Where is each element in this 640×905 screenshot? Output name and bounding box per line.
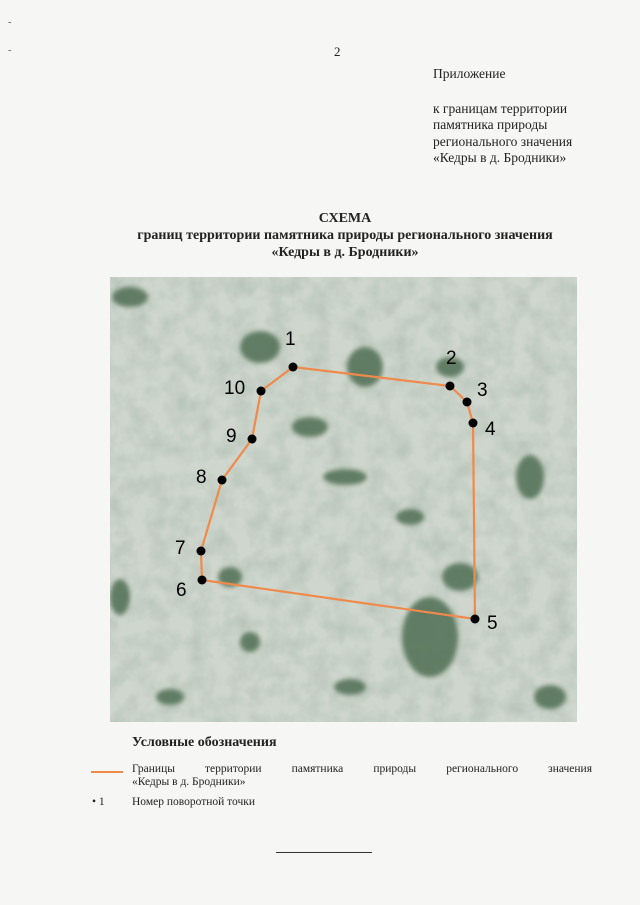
turning-point-9 (248, 435, 257, 444)
aerial-map (110, 277, 577, 722)
turning-point-2 (446, 382, 455, 391)
boundary-legend-desc-name: «Кедры в д. Бродники» (132, 776, 246, 788)
turning-point-label-9: 9 (226, 426, 237, 447)
turning-point-1 (289, 363, 298, 372)
heading-object-name: «Кедры в д. Бродники» (271, 245, 419, 260)
page-number: 2 (334, 44, 341, 59)
boundary-legend-line (91, 771, 123, 773)
turning-point-label-7: 7 (175, 538, 186, 559)
margin-tick: - (8, 17, 12, 28)
appendix-line: «Кедры в д. Бродники» (433, 150, 567, 165)
turning-point-6 (198, 576, 207, 585)
heading-subtitle: границ территории памятника природы регионального значения (137, 228, 553, 243)
turning-point-label-3: 3 (477, 380, 488, 401)
turning-point-8 (218, 476, 227, 485)
turning-point-label-2: 2 (446, 348, 457, 369)
footer-divider (276, 852, 372, 853)
point-legend-desc: Номер поворотной точки (132, 796, 256, 808)
heading-title: СХЕМА (318, 211, 372, 226)
turning-point-4 (469, 419, 478, 428)
legend-title: Условные обозначения (132, 735, 277, 750)
appendix-line: памятника природы (433, 117, 548, 132)
turning-point-label-8: 8 (196, 467, 207, 488)
turning-point-5 (471, 615, 480, 624)
appendix-line: регионального значения (433, 133, 573, 149)
turning-point-label-4: 4 (485, 419, 496, 440)
appendix-line: к границам территории (433, 100, 568, 116)
turning-point-label-6: 6 (176, 580, 187, 601)
turning-point-7 (197, 547, 206, 556)
turning-point-10 (257, 387, 266, 396)
appendix-title: Приложение (433, 66, 506, 81)
scheme-heading (60, 210, 630, 261)
point-legend-symbol: • 1 (92, 796, 105, 808)
margin-tick: - (8, 45, 12, 56)
boundary-legend-desc: Границы территории памятника природы регионального значения (132, 763, 592, 775)
appendix-block (433, 66, 633, 167)
turning-point-label-10: 10 (224, 378, 246, 399)
turning-point-label-1: 1 (285, 329, 296, 350)
turning-point-3 (463, 398, 472, 407)
map-texture (110, 277, 577, 722)
turning-point-label-5: 5 (487, 613, 498, 634)
